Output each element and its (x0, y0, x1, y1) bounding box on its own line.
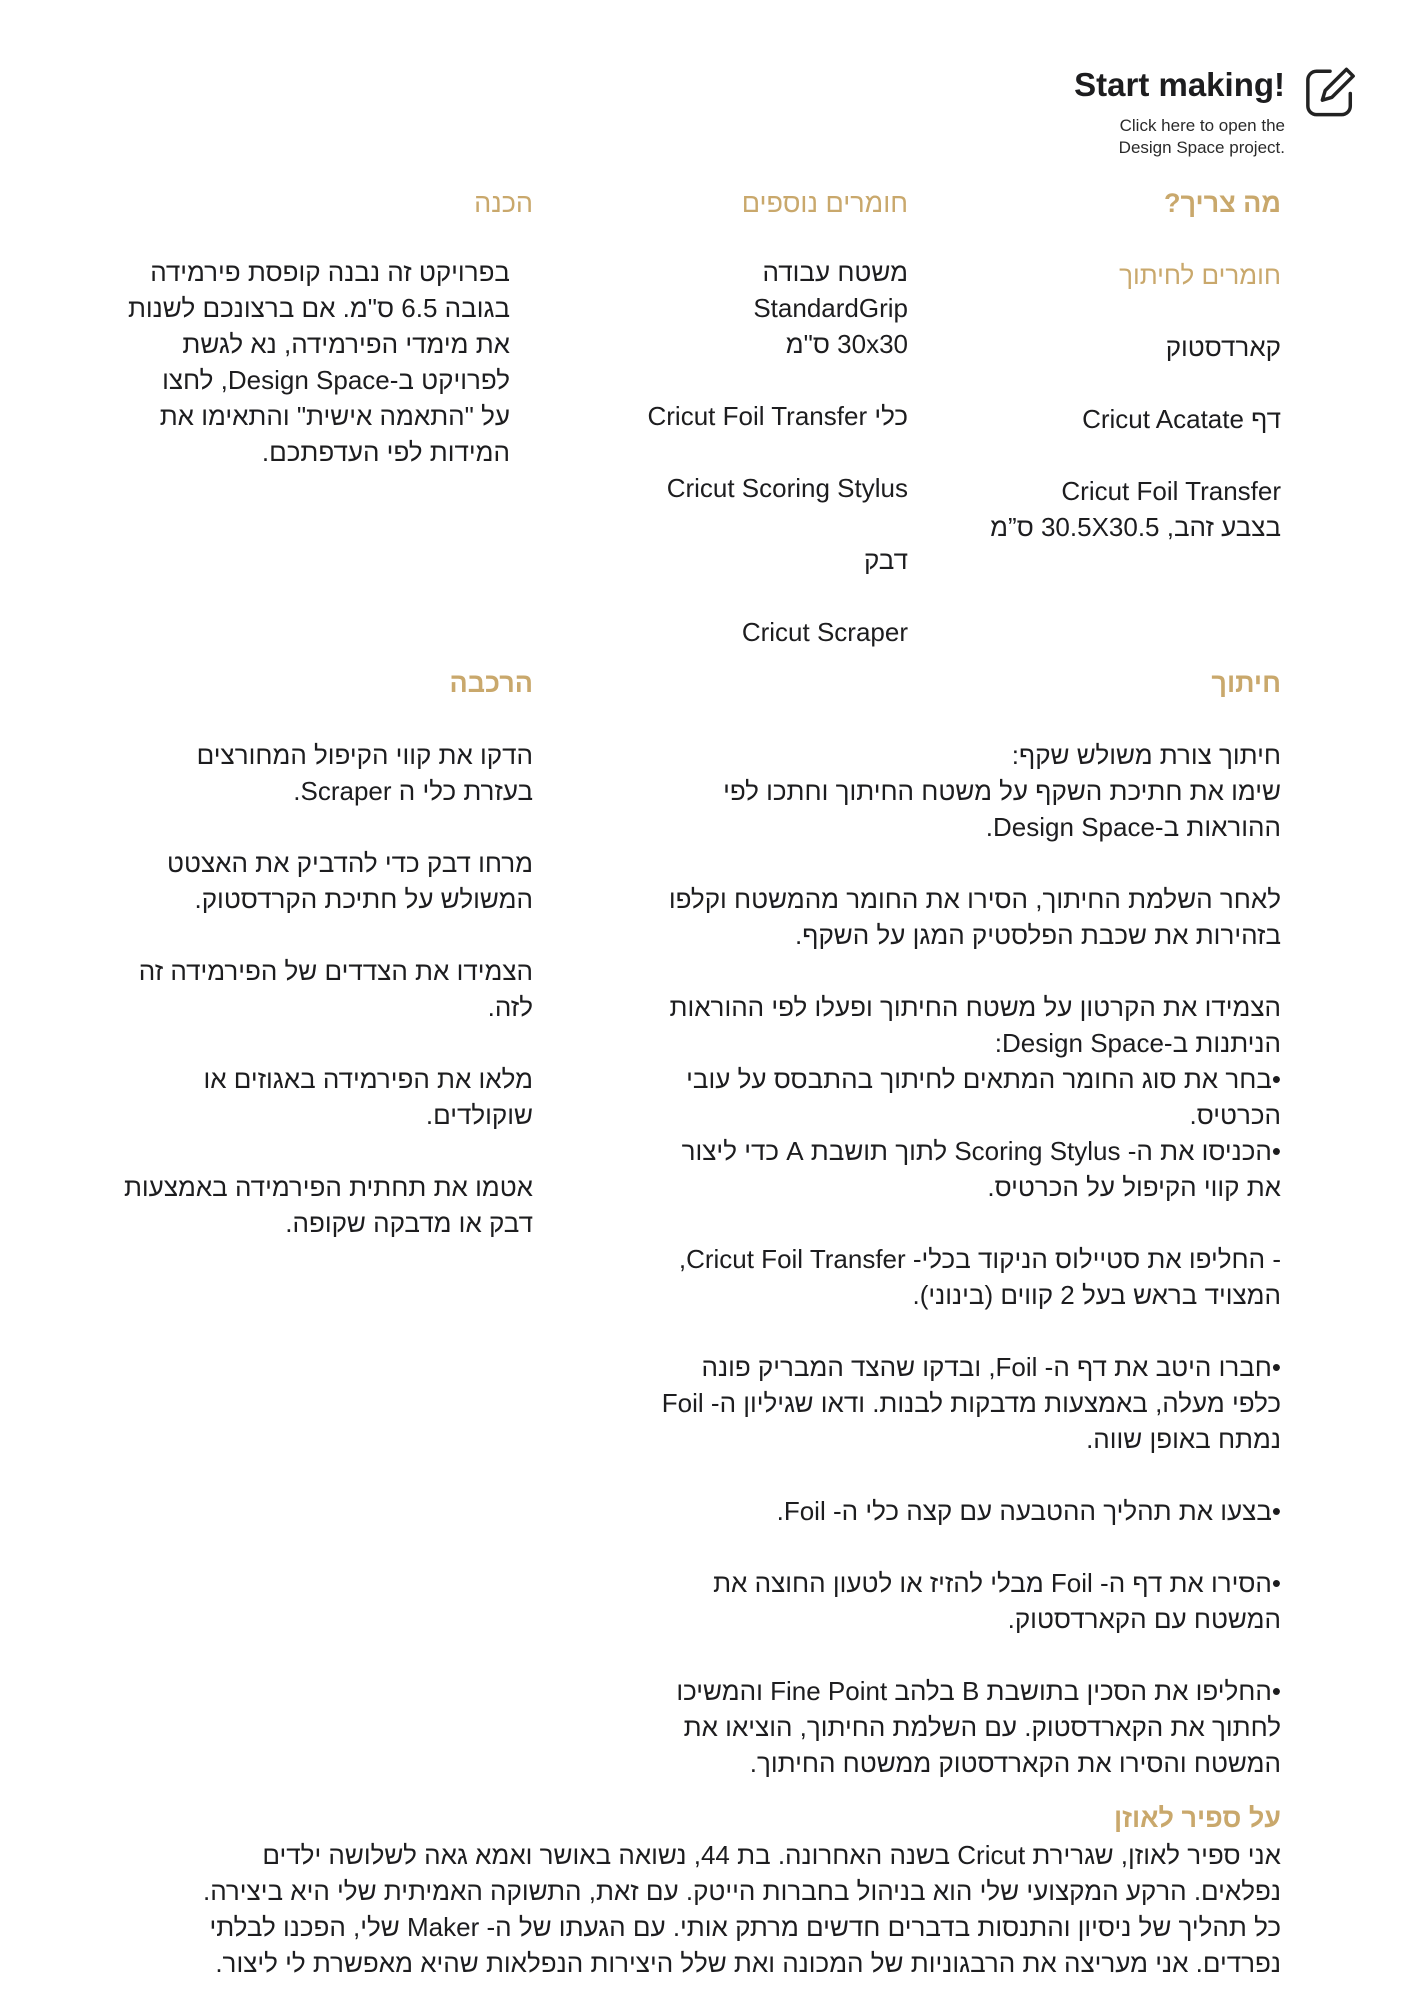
list-item: Cricut Foil Transfer בצבע זהב, 30.5X30.5 ס”מ (990, 476, 1281, 542)
cutting-step: - החליפו את סטיילוס הניקוד בכלי- Cricut Foil Transfer, המצויד בראש בעל 2 קווים (בינוני). (678, 1244, 1281, 1310)
list-item: קארדסטוק (1165, 332, 1281, 362)
list-item: דבק (863, 545, 908, 575)
list-item: דף Cricut Acatate (1082, 404, 1281, 434)
cutting-step: •החליפו את הסכין בתושבת B בלהב Fine Point והמשיכו לחתוך את הקארדסטוק. עם השלמת החיתוך, הוציאו את המשטח והסירו את הקארדסטוק ממשטח החיתוך. (676, 1676, 1281, 1778)
assembly-step: מרחו דבק כדי להדביק את האצטט המשולש על חתיכת הקרדסטוק. (167, 848, 533, 914)
list-item: כלי Cricut Foil Transfer (647, 401, 908, 431)
start-making-link[interactable] (1040, 60, 1370, 160)
additional-materials-heading: חומרים נוספים (741, 188, 908, 218)
about-heading: על ספיר לאוזן (1113, 1803, 1281, 1833)
additional-materials-list (568, 254, 908, 650)
edit-icon[interactable] (1304, 64, 1358, 119)
assembly-step: הצמידו את הצדדים של הפירמידה זה לזה. (138, 956, 533, 1022)
preparation-text: בפרויקט זה נבנה קופסת פירמידה בגובה 6.5 ס"מ. אם ברצונכם לשנות את מימדי הפירמידה, נא לגשת לפרויקט ב-Design Space, לחצו על "התאמה אישית" והתאימו את המידות לפי העדפתכם. (127, 257, 510, 467)
start-making-subtitle[interactable]: Click here to open the Design Space project. (1118, 116, 1285, 157)
list-item: Cricut Scoring Stylus (666, 473, 908, 503)
cutting-heading: חיתוך (1211, 668, 1281, 698)
preparation-heading: הכנה (474, 188, 533, 218)
assembly-instructions (63, 737, 533, 1241)
cutting-instructions (541, 737, 1281, 1781)
cut-materials-list (911, 257, 1281, 545)
start-making-title[interactable]: Start making! (1074, 66, 1285, 103)
assembly-step: הדקו את קווי הקיפול המחורצים בעזרת כלי ה Scraper. (196, 740, 533, 806)
about-text: אני ספיר לאוזן, שגרירת Cricut בשנה האחרונה. בת 44, נשואה באושר ואמא גאה לשלושה ילדים נפלאים. הרקע המקצועי שלי הוא בניהול בחברות הייטק. עם זאת, התשוקה האמיתית שלי היא ביצירה. כל תהליך של ניסיון והתנסות בדברים חדשים מרתק אותי. עם הגעתו של ה- Maker שלי, הפכנו לבלתי נפרדים. אני מעריצה את הרבגוניות של המכונה ואת שלל היצירות הנפלאות שהיא מאפשרת לי ליצור. (202, 1840, 1281, 1978)
cutting-step: •חברו היטב את דף ה- Foil, ובדקו שהצד המבריק פונה כלפי מעלה, באמצעות מדבקות לבנות. ודאו שגיליון ה- Foil נמתח באופן שווה. (661, 1352, 1281, 1454)
what-you-need-heading: מה צריך? (1163, 188, 1281, 218)
cutting-step: הצמידו את הקרטון על משטח החיתוך ופעלו לפי ההוראות הניתנות ב-Design Space: •בחר את סוג החומר המתאים לחיתוך בהתבסס על עובי הכרטיס. •הכניסו את ה- Scoring Stylus לתוך תושבת A כדי ליצור את קווי הקיפול על הכרטיס. (669, 992, 1281, 1202)
cutting-step: •בצעו את תהליך ההטבעה עם קצה כלי ה- Foil. (776, 1496, 1281, 1526)
assembly-step: אטמו את תחתית הפירמידה באמצעות דבק או מדבקה שקופה. (123, 1172, 533, 1238)
list-item: Cricut Scraper (741, 617, 908, 647)
assembly-heading: הרכבה (449, 668, 533, 698)
list-item: משטח עבודה StandardGrip 30x30 ס"מ (753, 257, 908, 359)
cutting-step: •הסירו את דף ה- Foil מבלי להזיז או לטעון החוצה את המשטח עם הקארדסטוק. (713, 1568, 1281, 1634)
assembly-step: מלאו את הפירמידה באגוזים או שוקולדים. (203, 1064, 533, 1130)
cutting-step: חיתוך צורת משולש שקף: שימו את חתיכת השקף על משטח החיתוך וחתכו לפי ההוראות ב-Design Space. (723, 740, 1281, 842)
cutting-step: לאחר השלמת החיתוך, הסירו את החומר מהמשטח וקלפו בזהירות את שכבת הפלסטיק המגן על השקף. (668, 884, 1281, 950)
cut-materials-subheading: חומרים לחיתוך (1119, 260, 1281, 290)
